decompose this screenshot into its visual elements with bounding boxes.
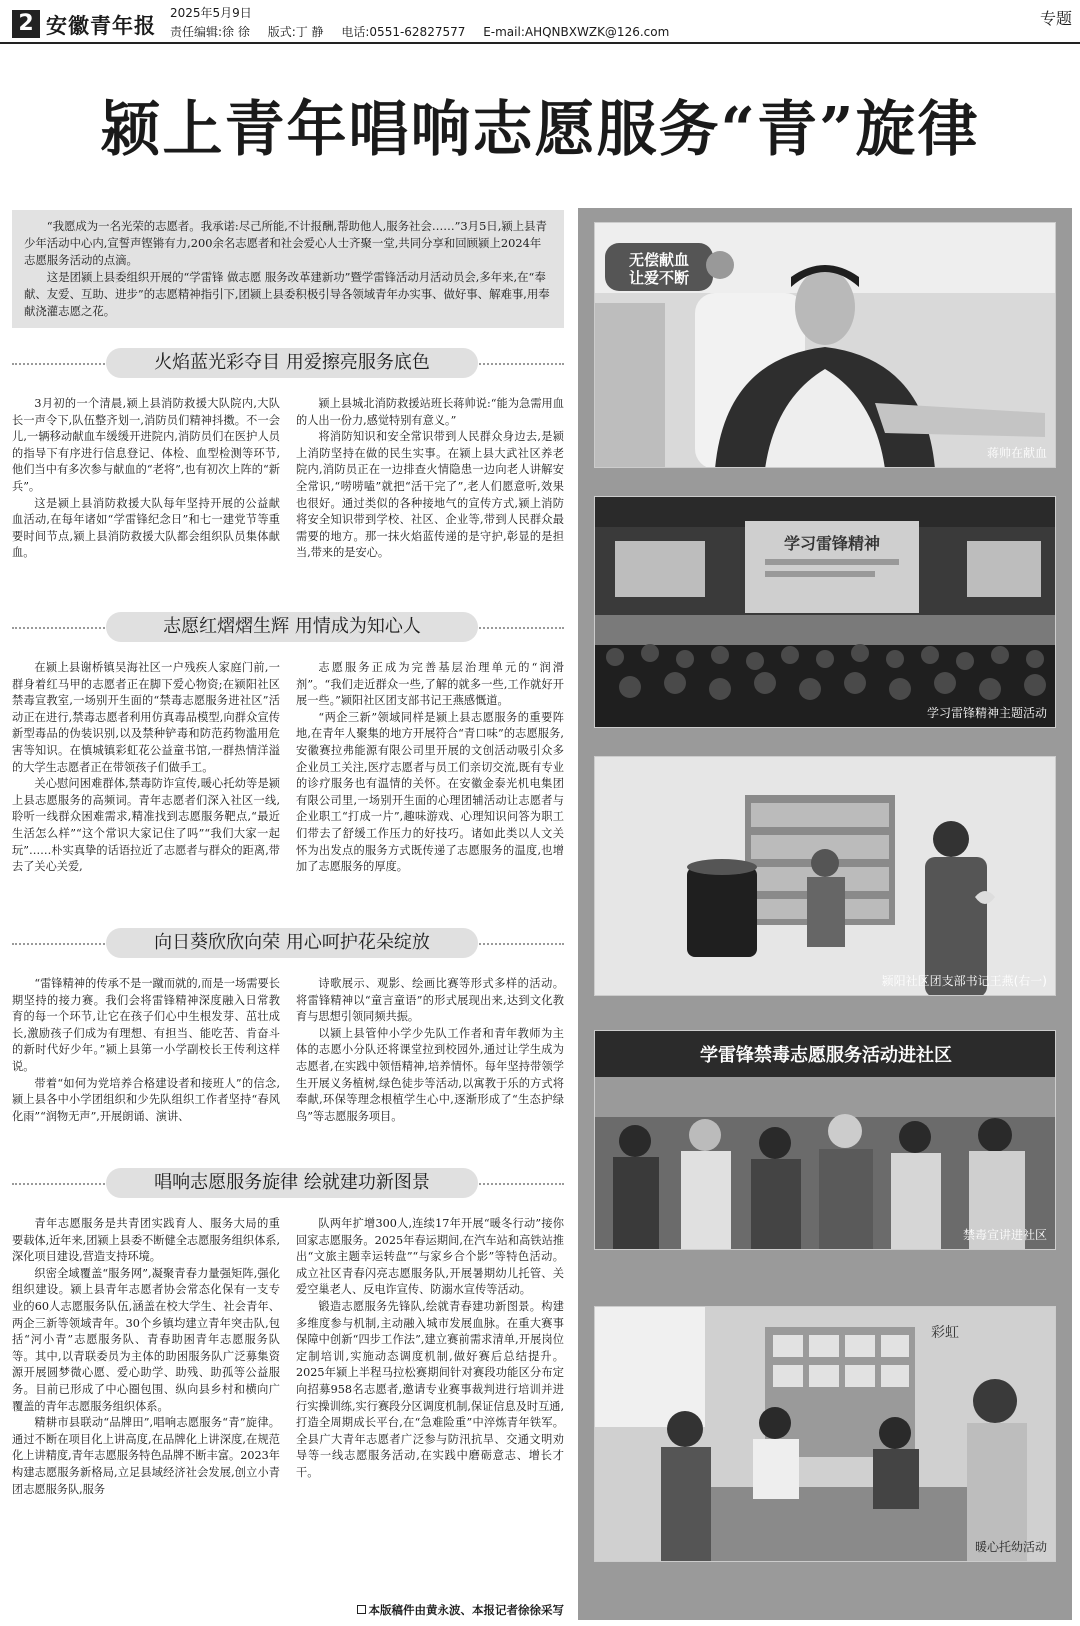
paragraph: 精耕市县联动“品牌田”,唱响志愿服务“青”旋律。通过不断在项目化上讲高度,在品牌化上讲深度,在规范化上讲精度,青年志愿服务特色品牌不断丰富。2023年构建志愿服务新格局,立足县域经济社会发展,创立小青团志愿服务队,服务 (12, 1416, 280, 1496)
issue-date: 2025年5月9日 (170, 6, 252, 20)
photo-caption: 暖心托幼活动 (974, 1540, 1047, 1554)
paragraph: 锻造志愿服务先锋队,绘就青春建功新图景。构建多维度参与机制,主动融入城市发展血脉。在重大赛事保障中创新“四步工作法”,建立赛前需求清单,开展岗位定制培训,实施动态调度机制,做好赛后总结提升。2025年颍上半程马拉松赛期间针对赛段功能区分布定向招募958名志愿者,邀请专业赛事裁判进行培训并进行实操训练,实行赛段分区调度机制,保证信息及时互通,打造全周期成长平台,在“急难险重”中淬炼青年铁军。全县广大青年志愿者广泛参与防汛抗旱、交通文明劝导等一线志愿服务活动,在实践中磨砺意志、增长才干。 (296, 1299, 564, 1479)
paragraph: 3月初的一个清晨,颍上县消防救援大队院内,大队长一声令下,队伍整齐划一,消防员们精神抖擞。不一会儿,一辆移动献血车缓缓开进院内,消防员们在医护人员的指导下有序进行信息登记、体检、血型检测等环节,他们当中有多次参与献血的“老将”,也有初次上阵的“新兵”。 (12, 397, 280, 493)
page-number: 2 (12, 10, 40, 38)
svg-text:让爱不断: 让爱不断 (628, 269, 690, 287)
section-tag: 专题 (1039, 9, 1072, 28)
page-headline: 颍上青年唱响志愿服务“青”旋律 (100, 95, 980, 165)
section-title: 向日葵欣欣向荣 用心呵护花朵绽放 (106, 928, 478, 958)
paragraph: 织密全域覆盖“服务网”,凝聚青春力量强矩阵,强化组织建设。颍上县青年志愿者协会常态化保有一支专业的60人志愿服务队伍,涵盖在校大学生、社会青年、两企三新等领域青年。30个乡镇均建立青年突击队,包括“河小青”志愿服务队、青春助困青年志愿服务队等。其中,以青联委员为主体的助困服务队广泛募集资源开展圆梦微心愿、爱心助学、助残、助孤等公益服务。目前已形成了中心圈包围、纵向县乡村和横向广覆盖的青年志愿服务组织体系。 (12, 1266, 280, 1413)
photo-anti-drug (594, 1030, 1056, 1250)
photo-caption: 禁毒宣讲进社区 (962, 1228, 1047, 1242)
section-body (12, 1216, 564, 1514)
blood-donation-illustration (595, 223, 1056, 468)
section-heading (12, 346, 564, 380)
anti-drug-illustration (595, 1031, 1056, 1250)
paragraph: 带着“如何为党培养合格建设者和接班人”的信念,颍上县各中小学团组织和少先队组织工作者坚持“春风化雨”“润物无声”,开展朗诵、演讲、 (12, 1076, 280, 1123)
intro-paragraph: “我愿成为一名光荣的志愿者。我承诺:尽己所能,不计报酬,帮助他人,服务社会……”3月5日,颍上县青少年活动中心内,宣誓声铿锵有力,200余名志愿者和社会爱心人士齐聚一堂,共同分享和回顾颍上2024年志愿服务活动的点滴。 (24, 219, 547, 267)
byline (357, 1602, 565, 1618)
section-heading (12, 926, 564, 960)
photo-column (578, 208, 1072, 1620)
library-illustration (595, 757, 1056, 996)
intro-box (12, 210, 564, 328)
photo-blood-donation (594, 222, 1056, 468)
banner-text: 学雷锋禁毒志愿服务活动进社区 (700, 1045, 952, 1066)
phone: 电话:0551-62827577 (341, 25, 466, 39)
paragraph: “两企三新”领域同样是颍上县志愿服务的重要阵地,在青年人聚集的地方开展符合“青口味”的志愿服务,安徽赛拉弗能源有限公司里开展的文创活动吸引众多企业员工关注,医疗志愿者与员工们亲切交流,既有专业的诊疗服务也有温情的关怀。在安徽金泰光机电集团有限公司里,一场别开生面的心理团辅活动让志愿者与企业职工“打成一片”,趣味游戏、心理知识问答为职工们带去了舒缓工作压力的好技巧。诸如此类以人文关怀为出发点的服务方式既传递了志愿服务的温度,也增加了志愿服务的厚度。 (296, 710, 564, 874)
section-body (12, 976, 564, 1148)
paper-name: 安徽青年报 (46, 13, 156, 38)
photo-caption: 学习雷锋精神主题活动 (926, 706, 1047, 720)
screen-title: 学习雷锋精神 (783, 534, 881, 553)
paragraph: 志愿服务正成为完善基层治理单元的“润滑剂”。“我们走近群众一些,了解的就多一些,工作就好开展一些。”颍阳社区团支部书记王燕感慨道。 (296, 661, 564, 708)
paragraph: “雷锋精神的传承不是一蹴而就的,而是一场需要长期坚持的接力赛。我们会将雷锋精神深度融入日常教育的每一个环节,让它在孩子们心中生根发芽、茁壮成长,激励孩子们成为有理想、有担当、能吃苦、肯奋斗的新时代好少年。”颍上县第一小学副校长王传利这样说。 (12, 977, 280, 1073)
sign-text: 无偿献血 (628, 251, 690, 269)
photo-caption: 蒋帅在献血 (986, 446, 1047, 460)
photo-lecture (594, 496, 1056, 728)
photo-childcare (594, 1306, 1056, 1562)
photo-caption: 颍阳社区团支部书记王燕(右一) (881, 974, 1047, 988)
section-body (12, 396, 564, 592)
lecture-illustration (595, 497, 1056, 728)
paragraph: 颍上县城北消防救援站班长蒋帅说:“能为急需用血的人出一份力,感觉特别有意义。” (296, 397, 564, 427)
article-body (12, 210, 564, 1620)
paragraph: 以颍上县管仲小学少先队工作者和青年教师为主体的志愿小分队还将课堂拉到校园外,通过让学生成为志愿者,在实践中领悟精神,培养情怀。每年坚持带领学生开展义务植树,绿色徒步等活动,以寓教于乐的方式将奉献,环保等理念根植学生心中,逐渐形成了“生态护绿鸟”等志愿服务项目。 (296, 1026, 564, 1123)
childcare-illustration (595, 1307, 1056, 1562)
wall-text: 彩虹 (931, 1325, 959, 1341)
paragraph: 在颍上县谢桥镇吴海社区一户残疾人家庭门前,一群身着红马甲的志愿者正在脚下爱心物资;在颍阳社区禁毒宣教室,一场别开生面的“禁毒志愿服务进社区”活动正在进行,禁毒志愿者利用仿真毒品模型,向群众宣传新型毒品的伪装识别,以及禁种铲毒和防范药物滥用危害等知识。在慎城镇彩虹花公益童书馆,一群热情洋溢的大学生志愿者正在带领孩子们做手工。 (12, 661, 280, 774)
masthead (0, 0, 1080, 44)
layout-editor: 版式:丁 静 (267, 25, 324, 39)
section-title: 志愿红熠熠生辉 用情成为知心人 (106, 612, 478, 642)
paragraph: 青年志愿服务是共青团实践育人、服务大局的重要载体,近年来,团颍上县委不断健全志愿服务组织体系,深化项目建设,营造支持环境。 (12, 1217, 280, 1264)
photo-library (594, 756, 1056, 996)
section-body (12, 660, 564, 908)
section-title: 唱响志愿服务旋律 绘就建功新图景 (106, 1168, 478, 1198)
byline-box-icon (357, 1605, 366, 1614)
section-title: 火焰蓝光彩夺目 用爱擦亮服务底色 (106, 348, 478, 378)
intro-paragraph: 这是团颍上县委组织开展的“学雷锋 做志愿 服务改革建新功”暨学雷锋活动月活动员会,多年来,在“奉献、友爱、互助、进步”的志愿精神指引下,团颍上县委积极引导各领域青年办实事、做好事、解难事,用奉献浇灌志愿之花。 (24, 270, 550, 318)
email: E-mail:AHQNBXWZK@126.com (483, 25, 670, 39)
paragraph: 队两年扩增300人,连续17年开展“暖冬行动”接你回家志愿服务。2025年春运期间,在汽车站和高铁站推出“文旅主题幸运转盘”“与家乡合个影”等特色活动。成立社区青春闪亮志愿服务队,开展暑期幼儿托管、关爱空巢老人、反电诈宣传、防溺水宣传等活动。 (296, 1217, 564, 1297)
paragraph: 诗歌展示、观影、绘画比赛等形式多样的活动。将雷锋精神以“童言童语”的形式展现出来,达到文化教育与思想引领同频共振。 (296, 977, 564, 1024)
paragraph: 关心慰问困难群体,禁毒防诈宣传,暖心托幼等是颍上县志愿服务的高频词。青年志愿者们深入社区一线,聆听一线群众困难需求,精准找到志愿服务靶点,“最近生活怎么样”“这个常识大家记住了吗”“我们大家一起玩”……朴实真挚的话语拉近了志愿者与群众的距离,带去了关心关爱, (12, 777, 280, 874)
section-heading (12, 610, 564, 644)
paragraph: 这是颍上县消防救援大队每年坚持开展的公益献血活动,在每年诸如“学雷锋纪念日”和七一建党节等重要时间节点,颍上县消防救援大队都会组织队员集体献血。 (12, 496, 280, 560)
byline-text: 本版稿件由黄永波、本报记者徐徐采写 (368, 1603, 564, 1617)
section-heading (12, 1166, 564, 1200)
editor: 责任编辑:徐 徐 (170, 25, 250, 39)
paragraph: 将消防知识和安全常识带到人民群众身边去,是颍上消防坚持在做的民生实事。在颍上县大武社区养老院内,消防员正在一边排查火情隐患一边向老人讲解安全常识,“唠唠嗑”就把“活干完了”,老人们愿意听,效果也很好。通过类似的各种接地气的宣传方式,颍上消防将安全知识带到学校、社区、企业等,带到人民群众最需要的地方。那一抹火焰蓝传递的是守护,彰显的是担当,带来的是安心。 (296, 430, 564, 560)
editor-line (170, 23, 683, 40)
